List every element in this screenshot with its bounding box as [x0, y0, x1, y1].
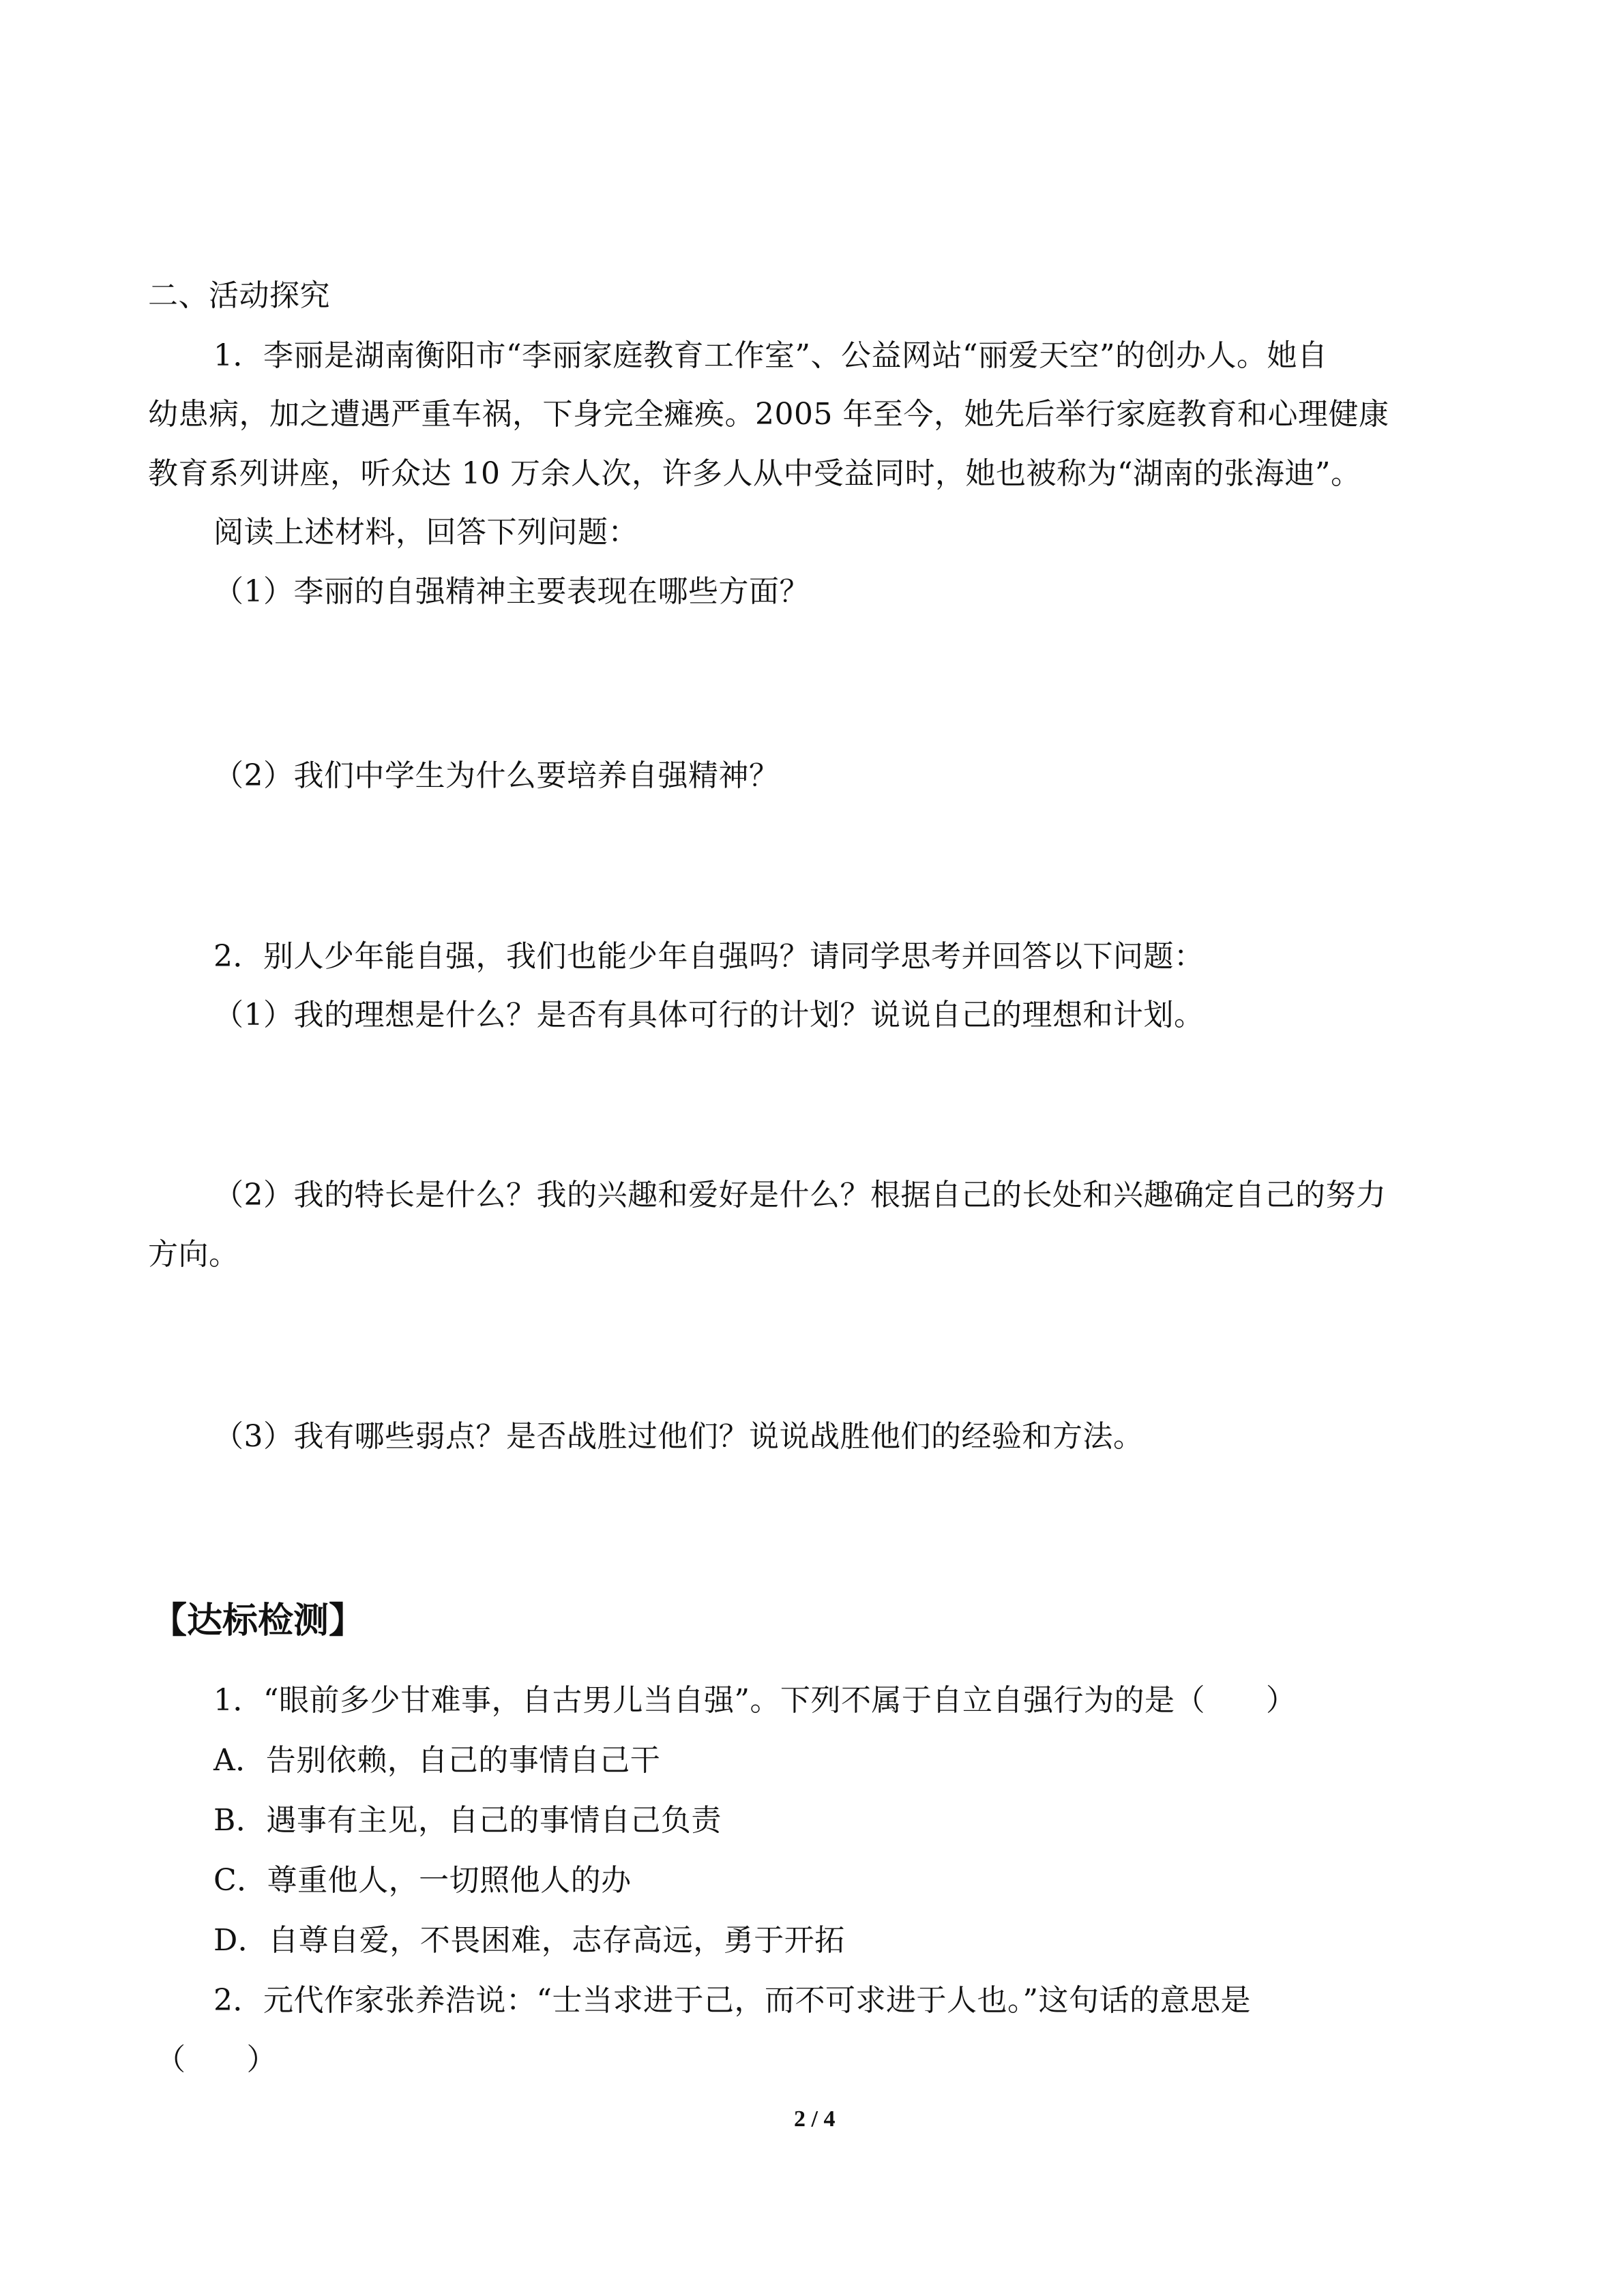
test-question-1-option-c: C．尊重他人，一切照他人的办 — [213, 1863, 632, 1898]
section-heading-test: 【达标检测】 — [151, 1600, 365, 1641]
question-2-sub-1: （1）我的理想是什么？是否有具体可行的计划？说说自己的理想和计划。 — [213, 998, 1205, 1032]
question-1-line-1: 1．李丽是湖南衡阳市“李丽家庭教育工作室”、公益网站“丽爱天空”的创办人。她自 — [213, 338, 1328, 373]
question-1-sub-1: （1）李丽的自强精神主要表现在哪些方面？ — [213, 574, 810, 609]
test-question-2-stem-line-1: 2．元代作家张养浩说：“士当求进于己，而不可求进于人也。”这句话的意思是 — [213, 1983, 1251, 2018]
test-question-2-stem-line-2: （ ） — [156, 2042, 277, 2077]
page-number: 2 / 4 — [794, 2106, 836, 2132]
section-heading-activity: 二、活动探究 — [148, 278, 330, 313]
question-1-line-2: 幼患病，加之遭遇严重车祸，下身完全瘫痪。2005 年至今，她先后举行家庭教育和心理健康 — [148, 397, 1389, 432]
test-question-1-option-b: B．遇事有主见，自己的事情自己负责 — [213, 1803, 722, 1838]
question-2-intro: 2．别人少年能自强，我们也能少年自强吗？请同学思考并回答以下问题： — [213, 939, 1205, 974]
question-1-prompt: 阅读上述材料，回答下列问题： — [213, 515, 638, 550]
test-question-1-option-d: D．自尊自爱，不畏困难，志存高远，勇于开拓 — [213, 1923, 845, 1958]
question-2-sub-2-line-2: 方向。 — [148, 1237, 239, 1272]
test-question-1-option-a: A．告别依赖，自己的事情自己干 — [213, 1743, 661, 1778]
test-question-1-stem: 1．“眼前多少甘难事，自古男儿当自强”。下列不属于自立自强行为的是（ ） — [213, 1683, 1297, 1718]
question-1-line-3: 教育系列讲座，听众达 10 万余人次，许多人从中受益同时，她也被称为“湖南的张海迪”。 — [148, 456, 1361, 491]
question-2-sub-3: （3）我有哪些弱点？是否战胜过他们？说说战胜他们的经验和方法。 — [213, 1419, 1144, 1454]
question-2-sub-2-line-1: （2）我的特长是什么？我的兴趣和爱好是什么？根据自己的长处和兴趣确定自己的努力 — [213, 1178, 1387, 1212]
question-1-sub-2: （2）我们中学生为什么要培养自强精神？ — [213, 758, 780, 793]
